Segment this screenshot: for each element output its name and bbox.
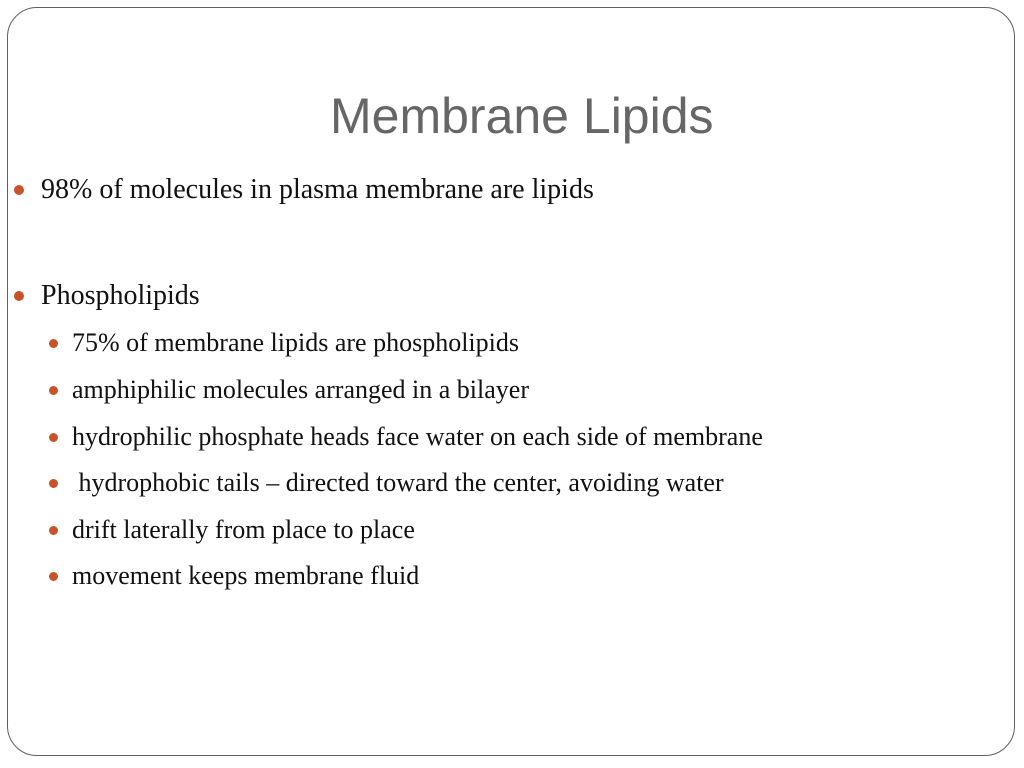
bullet-text: Phospholipids <box>41 280 200 311</box>
bullet-dot-icon <box>14 291 24 301</box>
sub-bullet-text: amphiphilic molecules arranged in a bilayer <box>72 375 529 404</box>
sub-bullet-text: hydrophilic phosphate heads face water on each side of membrane <box>72 422 763 451</box>
bullet-dot-icon <box>14 185 24 195</box>
sub-bullet-text: 75% of membrane lipids are phospholipids <box>72 328 519 357</box>
sub-bullet-item <box>72 422 763 452</box>
sub-bullet-item <box>72 515 415 545</box>
sub-bullet-item <box>72 561 419 591</box>
bullet-dot-icon <box>49 386 58 395</box>
sub-bullet-item <box>72 375 529 405</box>
bullet-text: 98% of molecules in plasma membrane are lipids <box>41 174 594 205</box>
sub-bullet-text: hydrophobic tails – directed toward the center, avoiding water <box>72 468 724 497</box>
bullet-item <box>41 280 200 312</box>
sub-bullet-item <box>72 468 724 498</box>
sub-bullet-item <box>72 328 519 358</box>
bullet-dot-icon <box>49 433 58 442</box>
slide-title: Membrane Lipids <box>330 88 714 144</box>
bullet-dot-icon <box>49 479 58 488</box>
bullet-item <box>41 174 594 206</box>
bullet-dot-icon <box>49 572 58 581</box>
sub-bullet-text: movement keeps membrane fluid <box>72 561 420 590</box>
bullet-dot-icon <box>49 526 58 535</box>
bullet-dot-icon <box>49 339 58 348</box>
sub-bullet-text: drift laterally from place to place <box>72 515 415 544</box>
